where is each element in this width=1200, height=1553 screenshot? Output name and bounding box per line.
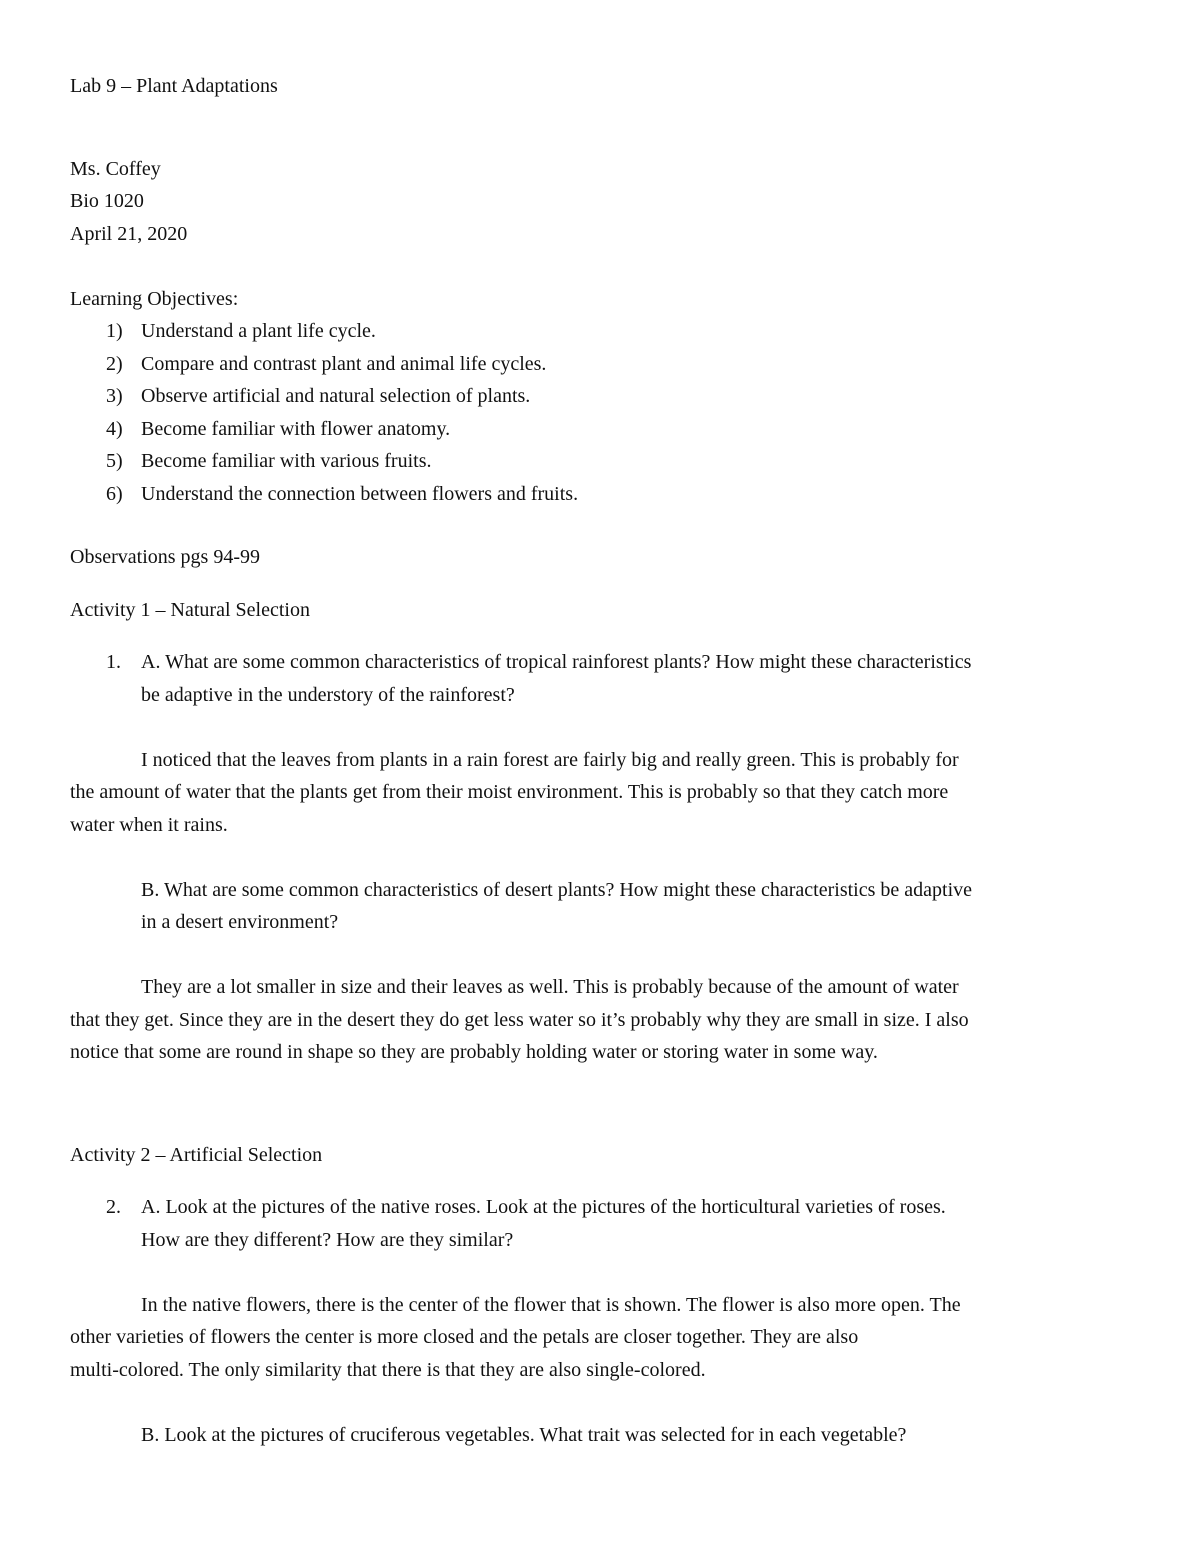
question-number: 2. [106, 1196, 121, 1218]
document-title: Lab 9 – Plant Adaptations [70, 75, 278, 97]
activity1-heading: Activity 1 – Natural Selection [70, 598, 310, 621]
list-item: 2) Compare and contrast plant and animal life cycles. [106, 352, 547, 375]
list-item: 1) Understand a plant life cycle. [106, 320, 376, 342]
list-item: 5) Become familiar with various fruits. [106, 450, 432, 472]
observations-heading: Observations pgs 94-99 [70, 546, 260, 568]
document-page [70, 70, 1130, 1451]
question-number: 1. [106, 651, 121, 673]
author-name: Ms. Coffey [70, 157, 161, 180]
activity1-answer-a: I noticed that the leaves from plants in a rain forest are fairly big and really green. This is probably for the amount of water that the plants get from their moist environment. This is probably so that they catch more water when it rains. [70, 748, 959, 836]
activity1-question-a: 1. A. What are some common characteristics of tropical rainforest plants? How might these characteristics be adaptive in the understory of the rainforest? [70, 646, 1130, 711]
course-name: Bio 1020 [70, 190, 144, 212]
activity1-answer-b: They are a lot smaller in size and their leaves as well. This is probably because of the amount of water that they get. Since they are in the desert they do get less water so it’s probably why they are small in size. I also notice that some are round in shape so they are probably holding water or storing water in some way. [70, 976, 969, 1063]
list-item: 6) Understand the connection between flowers and fruits. [106, 482, 579, 505]
activity2-question-a: 2. A. Look at the pictures of the native roses. Look at the pictures of the horticultural varieties of roses. How are they different? How are they similar? [70, 1191, 1130, 1256]
activity2-heading: Activity 2 – Artificial Selection [70, 1143, 323, 1166]
activity2-question-b: B. Look at the pictures of cruciferous vegetables. What trait was selected for in each vegetable? [141, 1423, 907, 1446]
list-item: 3) Observe artificial and natural selection of plants. [106, 385, 531, 407]
objectives-heading: Learning Objectives: [70, 287, 239, 310]
list-item: 4) Become familiar with flower anatomy. [106, 417, 451, 440]
document-date: April 21, 2020 [70, 222, 188, 245]
activity2-answer-a: In the native flowers, there is the center of the flower that is shown. The flower is also more open. The other varieties of flowers the center is more closed and the petals are closer together. They are also multi-colored. The only similarity that there is that they are also single-colored. [70, 1293, 961, 1381]
activity1-question-b: B. What are some common characteristics of desert plants? How might these characteristics be adaptive in a desert environment? [141, 878, 972, 933]
objectives-list [70, 315, 1130, 510]
